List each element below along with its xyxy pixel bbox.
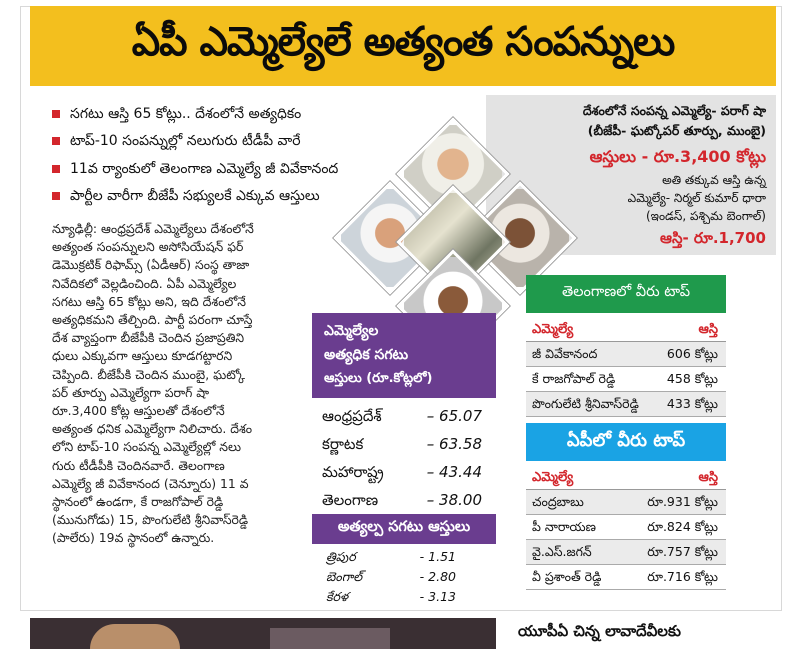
body-line: ఎమ్మెల్యే జీ వివేకానంద (చెన్నూరు) 11 వ	[52, 475, 249, 491]
body-line: డెమొక్రటిక్‌ రిఫామ్స్‌ (ఏడీఆర్‌) సంస్థ తాజా	[52, 257, 250, 273]
bullet-item: 11వ ర్యాంకులో తెలంగాణ ఎమ్మెల్యే జీ వివేకానంద	[52, 159, 338, 179]
average-assets-header: ఎమ్మెల్యేల అత్యధిక సగటు ఆస్తులు (రూ.కోట్లలో)	[312, 313, 496, 398]
body-line: సగటు ఆస్తి 65 కోట్లు అని, ఇది దేశంలోనే	[52, 293, 246, 309]
bullet-square-icon	[52, 192, 60, 200]
poorest-assets: ఆస్తి- రూ.1,700	[659, 229, 766, 247]
body-line: అత్యంత ధనిక ఎమ్మెల్యేగా నిలిచారు. దేశం	[52, 421, 253, 437]
body-line: (పాలేరు) 19వ స్థానంలో ఉన్నారు.	[52, 530, 215, 546]
body-line: పర్‌ తూర్పు ఎమ్మెల్యేగా పరాగ్‌ షా	[52, 384, 210, 400]
next-article-photo	[30, 618, 496, 649]
table-row: వై.ఎస్‌.జగన్‌ రూ.757 కోట్లు	[526, 540, 726, 565]
average-row: ఆంధ్రప్రదేశ్‌ – 65.07	[322, 407, 482, 425]
table-row: పీ నారాయణ రూ.824 కోట్లు	[526, 515, 726, 540]
average-row: మహారాష్ట్ర – 43.44	[322, 463, 482, 481]
table-row: జీ వివేకానంద 606 కోట్లు	[526, 342, 726, 367]
body-line: దేశ వ్యాప్తంగా బీజేపీకి చెందిన ప్రజాప్రతిని	[52, 330, 245, 346]
body-line: రూ.3,400 కోట్ల ఆస్తులతో దేశంలోనే	[52, 403, 225, 419]
ap-table-title: ఏపీలో వీరు టాప్‌	[526, 423, 726, 461]
richest-line: దేశంలోనే సంపన్న ఎమ్మెల్యే- పరాగ్‌ షా	[582, 103, 766, 118]
bullet-item: సగటు ఆస్తి 65 కోట్లు.. దేశంలోనే అత్యధికం	[52, 104, 301, 124]
body-line: న్యూఢిల్లీ: ఆంధ్రప్రదేశ్‌ ఎమ్మెల్యేలు దేశంలోనే	[52, 221, 254, 236]
telangana-column-header: ఎమ్మెల్యే ఆస్తి	[526, 319, 726, 342]
telangana-table-title: తెలంగాణలో వీరు టాప్‌	[526, 275, 726, 313]
bullet-item: పార్టీల వారీగా బీజేపీ సభ్యులకే ఎక్కువ ఆస్తులు	[52, 186, 320, 206]
headline-banner	[30, 6, 776, 86]
bullet-square-icon	[52, 137, 60, 145]
body-line: అత్యధికమని తేల్చింది. పార్టీ పరంగా చూస్తే	[52, 312, 253, 328]
bullet-square-icon	[52, 165, 60, 173]
body-line: స్థానంలో ఉండగా, కే రాజగోపాల్‌ రెడ్డి	[52, 494, 224, 510]
headline: ఏపీ ఎమ్మెల్యేలే అత్యంత సంపన్నులు	[131, 17, 675, 65]
average-row: కర్ణాటక – 63.58	[322, 435, 482, 453]
body-line: (మునుగోడు) 15, పొంగులేటి శ్రీనివాస్‌రెడ్డి	[52, 512, 249, 528]
body-line: చెప్పింది. బీజేపీకి చెందిన ముంబై, ఘట్కో	[52, 366, 246, 382]
richest-line: (బీజేపీ- ఘట్కోపర్‌ తూర్పు, ముంబై)	[587, 123, 766, 138]
body-line: లోని టాప్‌-10 సంపన్న ఎమ్మెల్యేల్లో నలు	[52, 439, 242, 455]
richest-assets: ఆస్తులు - రూ.3,400 కోట్లు	[589, 147, 766, 166]
bullet-square-icon	[52, 110, 60, 118]
telangana-top-table	[526, 275, 726, 415]
bullet-item: టాప్‌-10 సంపన్నుల్లో నలుగురు టీడీపీ వారే	[52, 131, 301, 151]
body-line: నివేదికలో వెల్లడించింది. ఏపీ ఎమ్మెల్యేల	[52, 275, 237, 291]
table-row: వీ ప్రశాంత్‌ రెడ్డి రూ.716 కోట్లు	[526, 565, 726, 590]
table-row: కే రాజగోపాల్‌ రెడ్డి 458 కోట్లు	[526, 367, 726, 392]
lowest-assets-header: అత్యల్ప సగటు ఆస్తులు	[312, 514, 496, 544]
poorest-line: అతి తక్కువ ఆస్తి ఉన్న	[662, 173, 766, 187]
poorest-line: ఎమ్మెల్యే- నిర్మల్‌ కుమార్‌ ధారా	[627, 191, 766, 205]
next-article-title: యూపీఏ చిన్న లావాదేవీలకు	[518, 622, 681, 640]
ap-column-header: ఎమ్మెల్యే ఆస్తి	[526, 467, 726, 490]
body-line: గురు టీడీపీకి చెందినవారే. తెలంగాణ	[52, 457, 225, 473]
average-assets-box: ఎమ్మెల్యేల అత్యధిక సగటు ఆస్తులు (రూ.కోట్లలో) ఆంధ్రప్రదేశ్‌ – 65.07 కర్ణాటక – 63.58 మహారాష్ట్ర – 43.44 తెలంగాణ – 38.00 అత్యల్ప సగటు ఆస్తులు త్రిపుర - 1.51 బెంగాల్‌ - 2.80 కేరళ - 3.13	[312, 313, 496, 608]
table-row: చంద్రబాబు రూ.931 కోట్లు	[526, 490, 726, 515]
table-row: పొంగులేటి శ్రీనివాస్‌రెడ్డి 433 కోట్లు	[526, 392, 726, 417]
body-line: ధులు ఎక్కువగా ఆస్తులు కూడగట్టారని	[52, 348, 233, 364]
article-body	[52, 220, 310, 548]
average-row: తెలంగాణ – 38.00	[322, 491, 482, 509]
body-line: అత్యంత సంపన్నులని అసోసియేషన్‌ ఫర్‌	[52, 239, 244, 255]
ap-top-table	[526, 423, 726, 595]
poorest-line: (ఇండస్‌, పశ్చిమ బెంగాల్‌)	[646, 209, 766, 223]
